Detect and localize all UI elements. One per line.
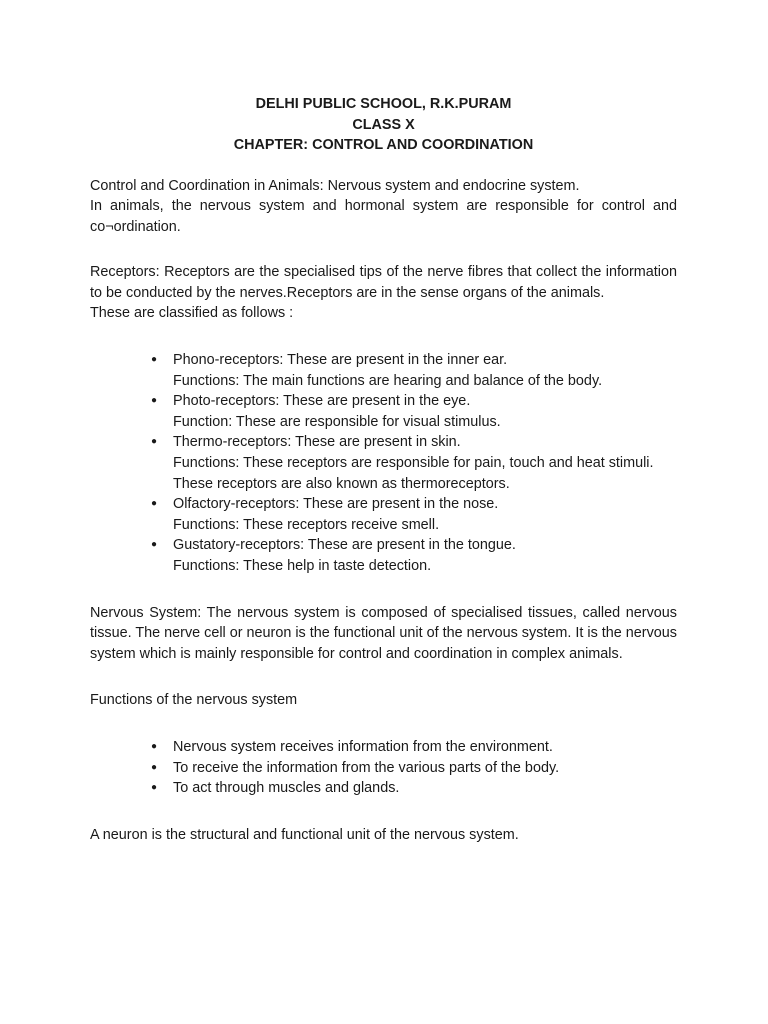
receptor-line: Photo-receptors: These are present in the eye. [173, 393, 471, 410]
bullet-icon [151, 758, 157, 779]
list-item [90, 350, 677, 391]
class-title: CLASS X [352, 116, 415, 133]
intro-line-2: In animals, the nervous system and hormonal system are responsible for control and co¬ordination. [90, 198, 677, 235]
nervous-system-section [90, 603, 677, 665]
function-line: To act through muscles and glands. [173, 780, 400, 797]
spacer [90, 799, 677, 825]
list-item [90, 778, 677, 799]
function-line: Nervous system receives information from the environment. [173, 738, 553, 755]
list-item [90, 758, 677, 779]
receptor-line: Phono-receptors: These are present in the inner ear. [173, 352, 508, 369]
functions-list [90, 737, 677, 799]
list-item [90, 432, 677, 494]
bullet-icon [151, 391, 157, 412]
bullet-icon [151, 535, 157, 556]
receptors-section [90, 262, 677, 576]
document-page [90, 94, 677, 845]
functions-heading: Functions of the nervous system [90, 692, 298, 709]
functions-section [90, 690, 677, 798]
receptor-line: Function: These are responsible for visual stimulus. [173, 413, 501, 430]
bullet-icon [151, 494, 157, 515]
receptor-line: Gustatory-receptors: These are present in the tongue. [173, 537, 516, 554]
bullet-icon [151, 737, 157, 758]
receptor-line: Olfactory-receptors: These are present in the nose. [173, 496, 499, 513]
list-item [90, 737, 677, 758]
nervous-system-paragraph: Nervous System: The nervous system is composed of specialised tissues, called nervous tissue. The nerve cell or neuron is the functional unit of the nervous system. It is the nervous system which is mainly responsible for control and coordination in complex animals. [90, 604, 677, 662]
list-item [90, 535, 677, 576]
intro-section [90, 176, 677, 238]
bullet-icon [151, 778, 157, 799]
receptors-classified-text: These are classified as follows : [90, 305, 294, 322]
intro-line-1: Control and Coordination in Animals: Nervous system and endocrine system. [90, 177, 580, 194]
school-name: DELHI PUBLIC SCHOOL, R.K.PURAM [255, 96, 512, 112]
receptors-paragraph: Receptors: Receptors are the specialised tips of the nerve fibres that collect the information to be conducted by the nerves.Receptors are in the sense organs of the animals. [90, 264, 677, 301]
receptor-line: Functions: These help in taste detection. [173, 558, 432, 574]
receptor-line: These receptors are also known as thermoreceptors. [173, 475, 510, 492]
bullet-icon [151, 350, 157, 371]
receptor-line: Functions: These receptors are responsible for pain, touch and heat stimuli. [173, 455, 654, 472]
list-item [90, 391, 677, 432]
spacer [90, 324, 677, 350]
chapter-title: CHAPTER: CONTROL AND COORDINATION [233, 137, 534, 153]
bullet-icon [151, 432, 157, 453]
receptor-line: Functions: The main functions are hearing and balance of the body. [173, 372, 603, 389]
spacer [90, 711, 677, 737]
spacer [90, 577, 677, 603]
spacer [90, 664, 677, 690]
receptor-line: Thermo-receptors: These are present in skin. [173, 434, 461, 451]
list-item [90, 494, 677, 535]
function-line: To receive the information from the various parts of the body. [173, 759, 560, 776]
neuron-sentence: A neuron is the structural and functional unit of the nervous system. [90, 826, 519, 843]
receptor-line: Functions: These receptors receive smell. [173, 516, 440, 533]
document-header [90, 94, 677, 156]
spacer [90, 156, 677, 176]
spacer [90, 237, 677, 262]
receptor-list [90, 350, 677, 577]
